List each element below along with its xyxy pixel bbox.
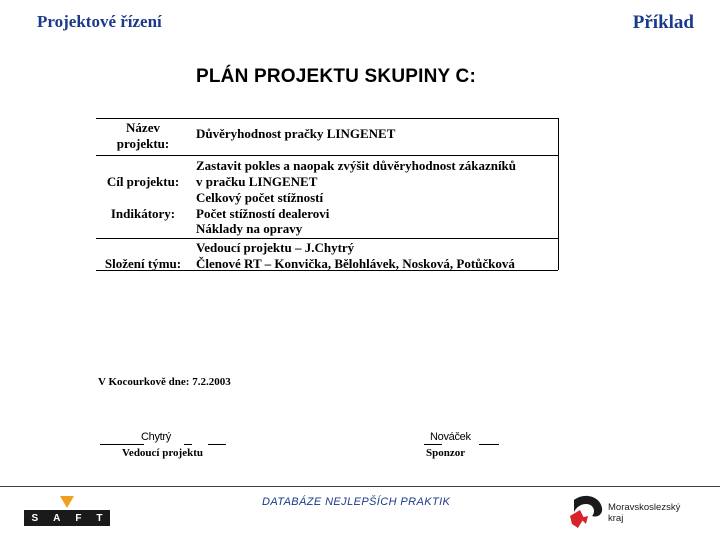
saft-triangle-icon: [60, 496, 74, 508]
table-rule: [96, 155, 558, 156]
saft-logo: [24, 496, 110, 526]
saft-letter: T: [96, 512, 103, 524]
table-top-rule: [96, 118, 558, 119]
footer-divider: [0, 486, 720, 487]
label-indicators: Indikátory:: [110, 206, 176, 221]
signature-name: Nováček: [430, 431, 471, 443]
region-logo: [566, 492, 696, 532]
project-plan-table: [96, 118, 558, 270]
saft-logo-bar: [24, 510, 110, 526]
value-project-name: Důvěryhodnost pračky LINGENET: [196, 126, 396, 141]
date-line: V Kocourkově dne: 7.2.2003: [98, 376, 231, 388]
region-name: Moravskoslezský kraj: [608, 502, 681, 524]
signature-line: [424, 444, 442, 445]
plan-title: PLÁN PROJEKTU SKUPINY C:: [196, 66, 476, 87]
region-emblem-icon: [566, 492, 606, 532]
signature-project-lead: [100, 431, 230, 465]
saft-letter: F: [75, 512, 82, 524]
signature-sponsor: [424, 431, 504, 465]
signature-role: Vedoucí projektu: [122, 447, 203, 459]
section-title: Projektové řízení: [37, 12, 162, 31]
label-project-name: Název projektu:: [116, 120, 170, 151]
label-project-goal: Cíl projektu:: [106, 174, 180, 189]
value-indicators: Celkový počet stížností Počet stížností dealerovi Náklady na opravy: [196, 190, 330, 236]
signature-line: [100, 444, 144, 445]
slide-title: Příklad: [632, 12, 694, 33]
footer-text: DATABÁZE NEJLEPŠÍCH PRAKTIK: [262, 496, 451, 508]
signature-line: [479, 444, 499, 445]
saft-letter: S: [31, 512, 39, 524]
signature-line: [208, 444, 226, 445]
value-team: Vedoucí projektu – J.Chytrý Členové RT – Konvička, Bělohlávek, Nosková, Potůčková: [196, 240, 515, 271]
label-team: Složení týmu:: [104, 256, 182, 271]
table-right-border: [558, 118, 559, 270]
signature-role: Sponzor: [426, 447, 466, 459]
saft-letter: A: [53, 512, 61, 524]
value-project-goal: Zastavit pokles a naopak zvýšit důvěryhodnost zákazníků v pračku LINGENET: [196, 158, 517, 189]
table-rule: [96, 238, 558, 239]
signature-name: Chytrý: [141, 431, 171, 443]
signature-line: [184, 444, 192, 445]
